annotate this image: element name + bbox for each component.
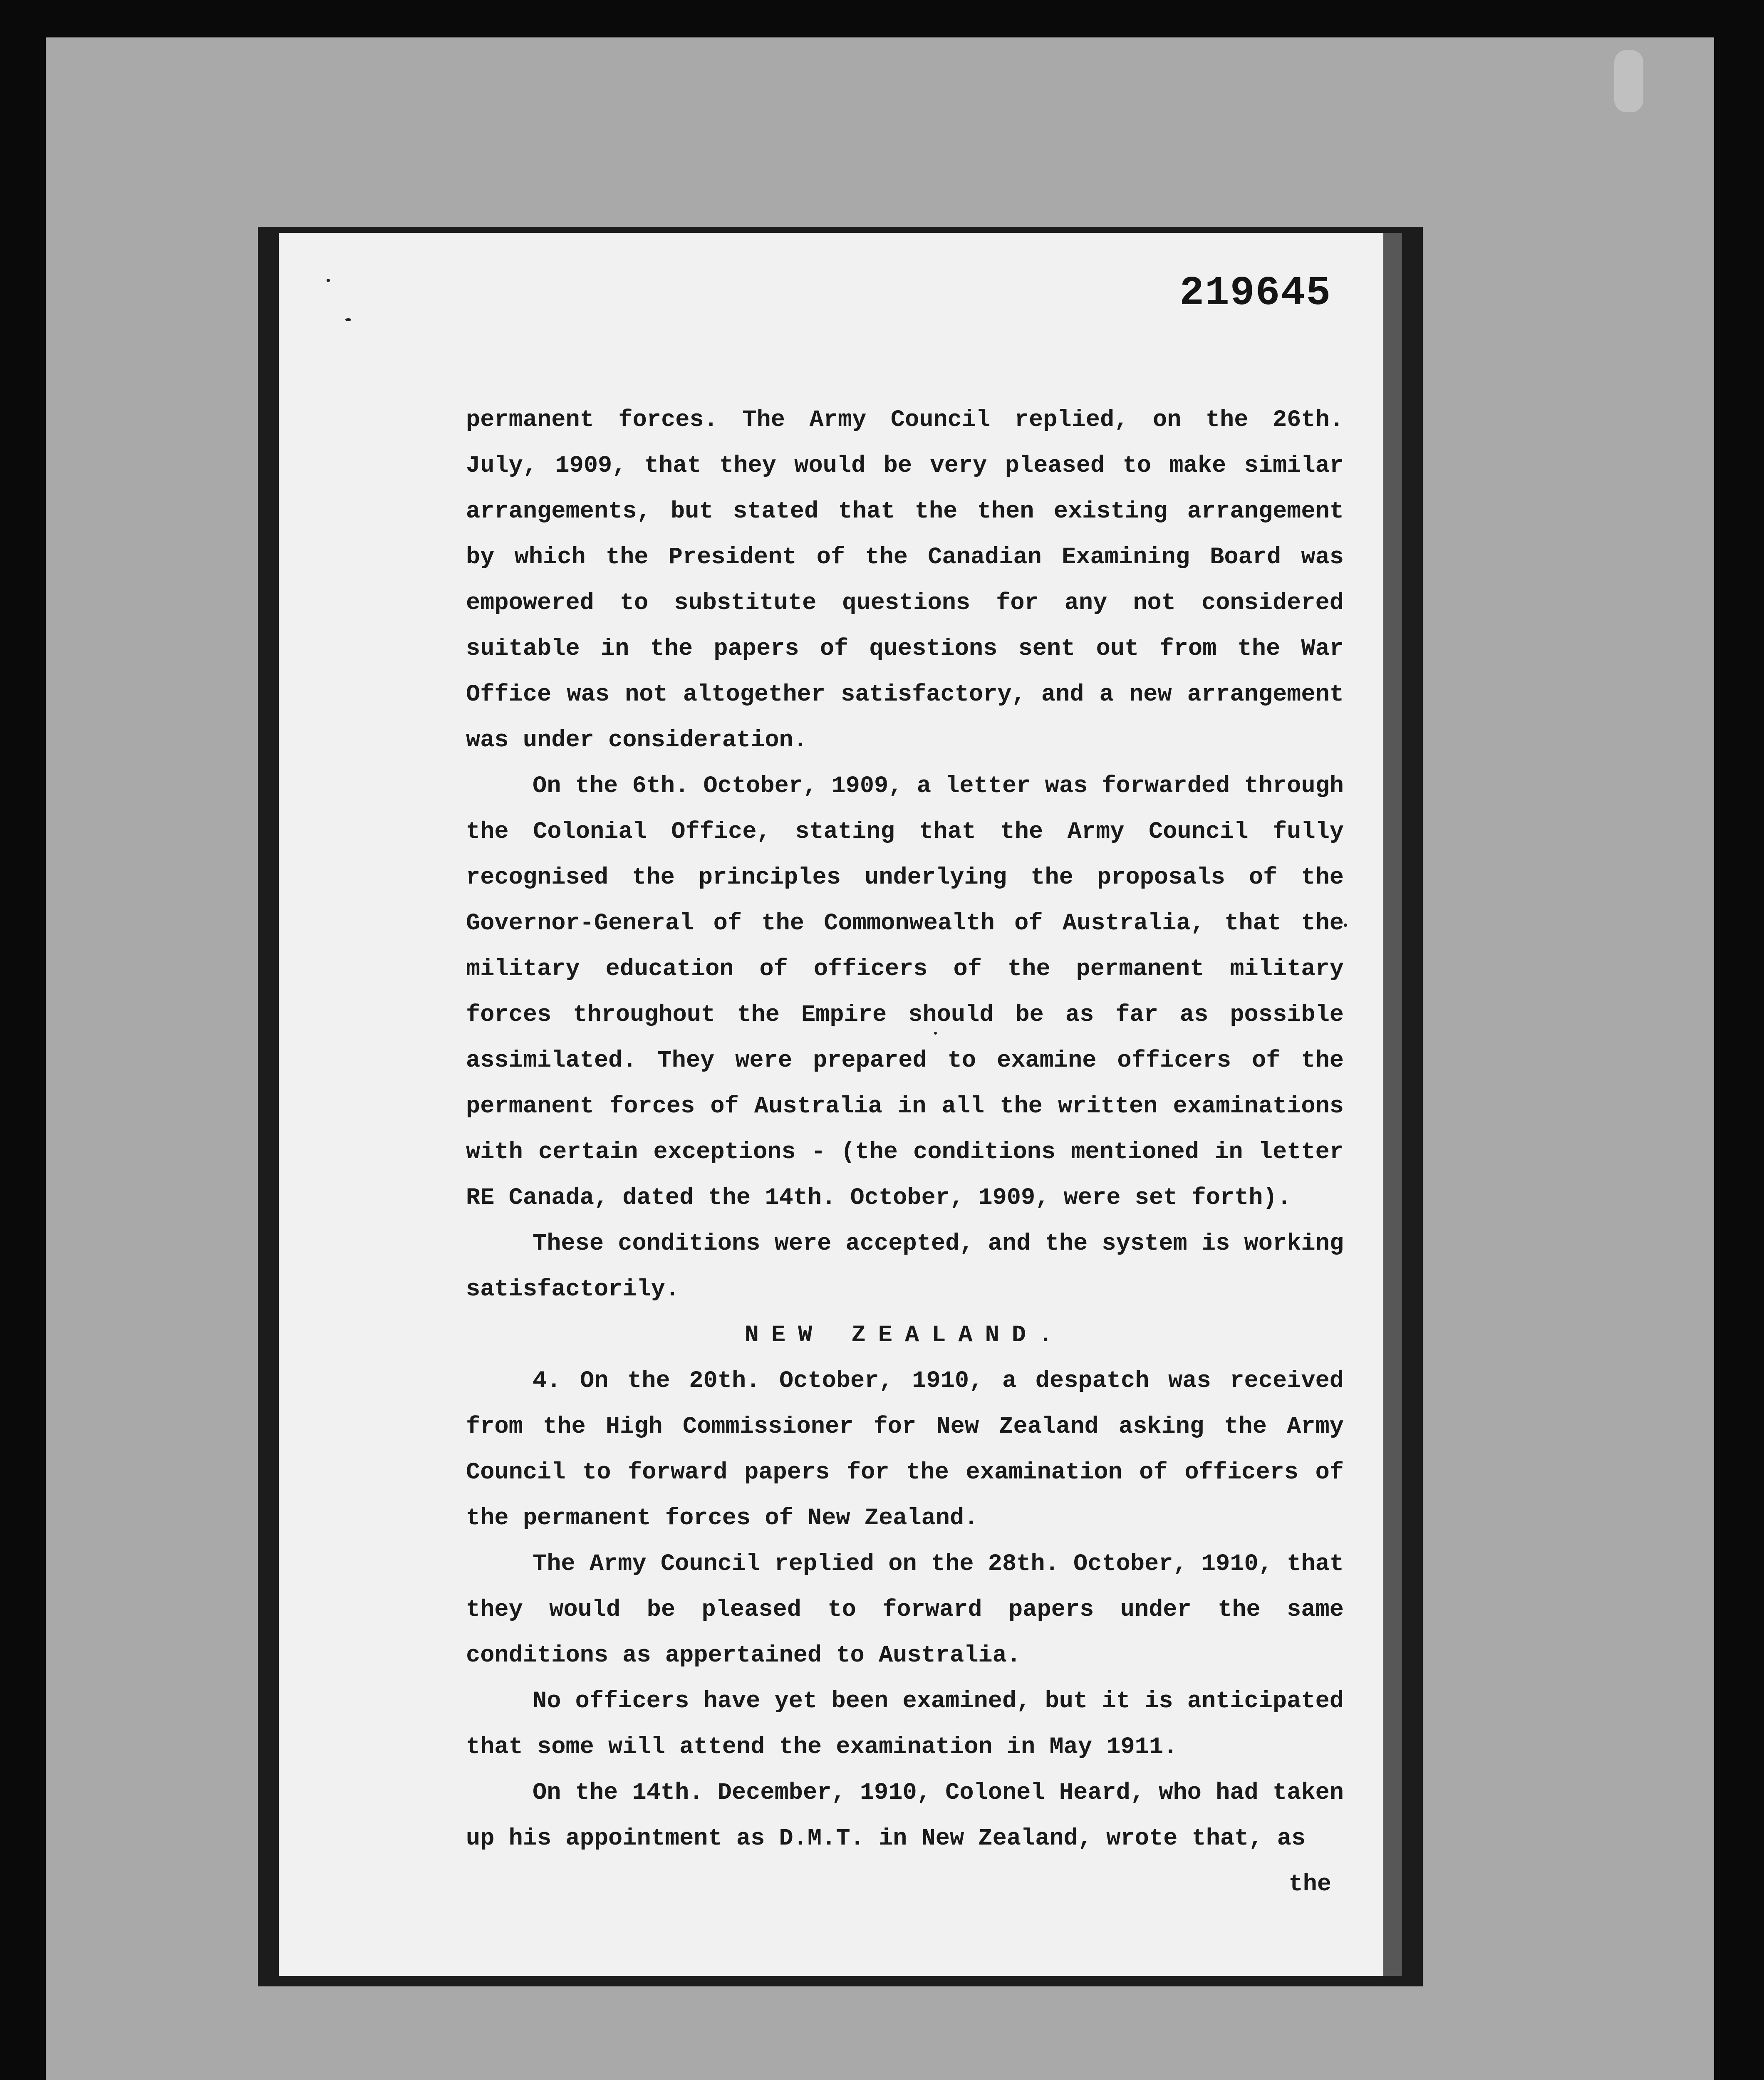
speck (327, 279, 330, 282)
sheet-edge (1383, 233, 1402, 1976)
paragraph: permanent forces. The Army Council replied, on the 26th. July, 1909, that they would be very pleased to make similar arrangements, but stated that the then existing arrangement by which the President of the Canadian Examining Board was empowered to substitute questions for any not considered suitable in the papers of questions sent out from the War Office was not altogether satisfactory, and a new arrangement was under consideration. (466, 407, 1344, 754)
speck (345, 318, 351, 321)
paragraph: The Army Council replied on the 28th. October, 1910, that they would be pleased to forward papers under the same conditions as appertained to Australia. (466, 1551, 1344, 1669)
paragraph: On the 14th. December, 1910, Colonel Heard, who had taken up his appointment as D.M.T. in New Zealand, wrote that, as (466, 1780, 1344, 1852)
corner-mark (1614, 50, 1643, 112)
document-page (279, 233, 1385, 1976)
paragraph: These conditions were accepted, and the system is working satisfactorily. (466, 1231, 1344, 1303)
speck (1344, 924, 1347, 927)
paragraph: 4. On the 20th. October, 1910, a despatch was received from the High Commissioner for New Zealand asking the Army Council to forward papers for the examination of officers of the permanent forces of New Zealand. (466, 1368, 1344, 1532)
body-text (466, 397, 1344, 1907)
section-heading: NEW ZEALAND. (744, 1322, 1065, 1349)
catchword: the (1288, 1871, 1331, 1898)
paragraph: On the 6th. October, 1909, a letter was forwarded through the Colonial Office, stating that the Army Council fully recognised the principles underlying the proposals of the Governor-General of the Commonwealth of Australia, that the military education of officers of the permanent military forces throughout the Empire should be as far as possible assimilated. They were prepared to examine officers of the permanent forces of Australia in all the written examinations with certain exceptions - (the conditions mentioned in letter RE Canada, dated the 14th. October, 1909, were set forth). (466, 773, 1344, 1211)
paragraph: No officers have yet been examined, but it is anticipated that some will attend the examination in May 1911. (466, 1688, 1344, 1761)
folio-number: 219645 (1179, 270, 1331, 317)
